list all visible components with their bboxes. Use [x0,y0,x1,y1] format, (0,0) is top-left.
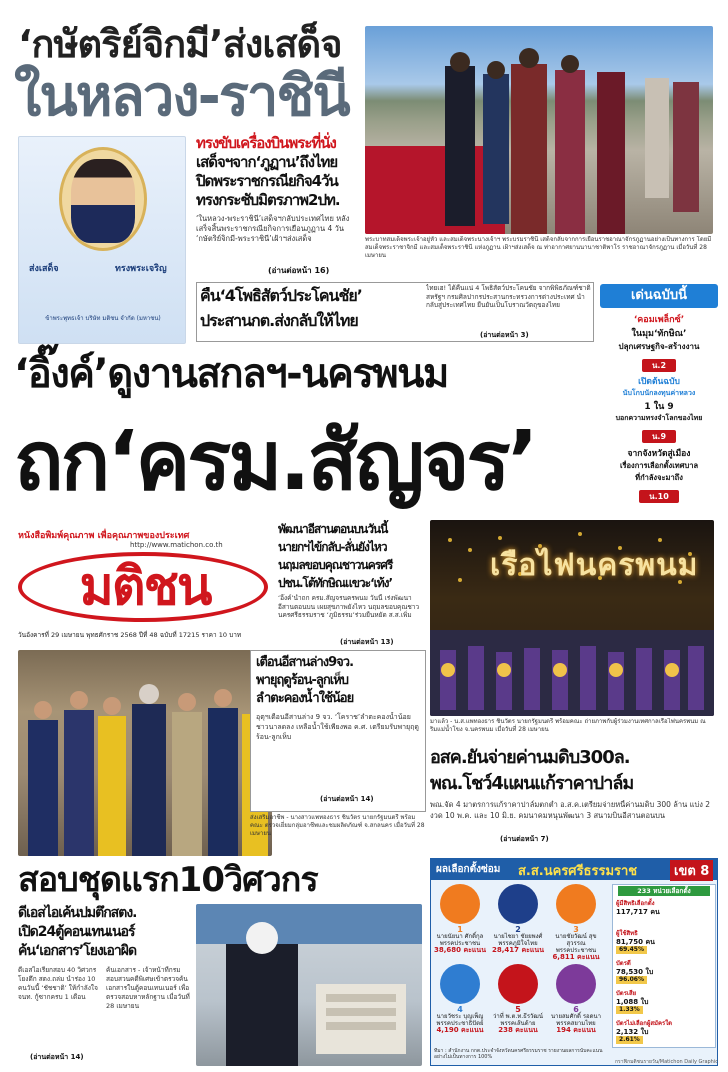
sidebar-item-3[interactable] [602,446,716,503]
stat-pct: 96.06% [616,976,647,984]
pm-story-more[interactable]: (อ่านต่อหน้า 13) [340,638,394,646]
royal-photo-caption: พระบาทสมเด็จพระเจ้าอยู่หัว และสมเด็จพระนางเจ้าฯ พระบรมราชินี เสด็จกลับจากการเยือนราชอาณาจักรภูฏานอย่างเป็นทางการ โดยมีสมเด็จพระราชาจิกมี และสมเด็จพระราชินี แห่งภูฏาน เฝ้าฯส่งเสด็จ ณ ท่าอากาศยานนานาชาติพาโร ราชอาณาจักรภูฏาน เมื่อวันที่ 28 เมษายน [365,236,712,259]
pm-lead-line-2: นายกฯไข้กลับ-ลั่นยังไหว [278,540,387,554]
sidebar-item-3-l1: จากจังหวัดสู่เมือง [627,449,691,459]
debt-story-more[interactable]: (อ่านต่อหน้า 7) [500,835,549,843]
candidate-number: 4 [457,1005,463,1014]
pm-story-body: ‘อิ๊งค์’นำถก ครม.สัญจรนครพนม วันนี้ เร่งพัฒนาอีสานตอนบน เผยสุขภาพยังไหว นฤมลขอบคุณชาวนครศรีธรรมราช ‘ภูมิธรรม’ร่วมยืนหยัด ส.ส.เพิ่ม [278,594,420,619]
sidebar-item-1-page: น.2 [642,359,676,372]
buddha-headline-1: คืน‘4โพธิสัตว์ประโคนชัย’ [200,286,362,305]
exam-body-2: ค้นเอกสาร - เจ้าหน้าที่กรมสอบสวนคดีพิเศษเข้าตรวจค้นเอกสารในตู้คอนเทนเนอร์ เพื่อตรวจสอบหาหลักฐาน เมื่อวันที่ 28 เมษายน [106,966,190,1010]
pm-visit-scene [18,650,272,856]
buddha-story-body: ไทยเฮ! ได้คืนแน่ 4 โพธิสัตว์ประโคนชัย จากพิพิธภัณฑ์ชาติสหรัฐฯ กรมศิลปากรประสานกระทรวงการต่างประเทศ นำกลับสู่ประเทศไทย ยืนยันเป็นโบราณวัตถุของไทย [426,284,591,309]
stat-label: บัตรเสีย [616,990,637,997]
candidate-party: พรรคประชาชน [439,940,481,947]
stat-label: ผู้ใช้สิทธิ [616,930,638,937]
sidebar-item-3-l2: เรื่องการเลือกตั้งเทศบาล [619,461,699,470]
buddha-story-more[interactable]: (อ่านต่อหน้า 3) [480,331,529,339]
portrait-caption-1: ส่งเสด็จ [29,264,59,274]
sidebar-item-3-l3: ที่กำลังจะมาถึง [635,473,683,482]
dsi-photo-scene [196,904,422,1066]
election-district: เขต 8 [670,860,713,881]
candidate-name: นายไชยา ชัยยพงศ์ [493,933,543,940]
candidate-4 [432,964,488,1034]
candidate-1 [432,884,488,954]
stat-pct: 1.33% [616,1006,643,1014]
portrait-caption-2: ทรงพระเจริญ [115,264,167,274]
candidate-photo [556,884,596,924]
candidate-party: พรรคประชาชน [555,947,597,954]
royal-lead-line-4: ทรงกระชับมิตรภาพ2ปท. [196,191,340,209]
weather-line-1: เตือนอีสานล่าง9จว. [256,655,354,670]
exam-headline: สอบชุดแรก10วิศวกร [18,860,318,900]
election-title: ส.ส.นครศรีธรรมราช [518,864,638,879]
candidate-photo [440,964,480,1004]
election-stat-row [616,900,714,916]
stat-value: 2,132 ใบ [616,1028,649,1036]
sidebar-item-1-l3: ปลุกเศรษฐกิจ-สร้างงาน [618,342,700,351]
weather-line-3: ลำตะคองน้ำใช้น้อย [256,691,354,706]
masthead-logo: มติชน [79,557,211,617]
pm-visit-photo [18,650,272,856]
royal-story-lead [196,134,361,210]
sidebar-title: เด่นฉบับนี้ [600,284,718,308]
sidebar-item-2-l1: เปิดต้นฉบับ [638,377,680,387]
main-headline-line1: ‘อิ๊งค์’ดูงานสกลฯ-นครพนม [14,351,448,397]
stat-label: บัตรไม่เลือกผู้สมัครใด [616,1020,673,1027]
candidate-photo [440,884,480,924]
stat-value: 81,750 คน [616,938,655,946]
candidate-votes: 6,811 คะแนน [552,953,600,961]
candidate-name: ว่าที่ พ.ต.ท.ธีรวัฒน์ [493,1013,543,1020]
stat-value: 1,088 ใบ [616,998,649,1006]
portrait-credit: ข้าพระพุทธเจ้า บริษัท มติชน จำกัด (มหาชน) [45,315,161,322]
sidebar-item-2-l3: 1 ใน 9 [644,402,674,412]
candidate-votes: 194 คะแนน [556,1026,596,1034]
candidate-name: นายนัยนา ศักดิ์กุล [436,933,484,940]
candidate-votes: 4,190 คะแนน [436,1026,484,1034]
royal-story-body: ‘ในหลวง-พระราชินี’เสด็จฯกลับประเทศไทย หลังเสร็จสิ้นพระราชกรณียกิจการเยือนภูฏาน 4 วัน ‘กษัตริย์จิกมี-พระราชินี’เฝ้าฯส่งเสด็จ [196,214,350,243]
sidebar-item-2-page: น.9 [642,430,676,443]
candidate-3 [548,884,604,961]
stat-label: บัตรดี [616,960,631,967]
exam-sub-1: ดีเอสไอเค้นปมตึกสตง. [18,905,137,921]
dsi-photo [196,904,422,1066]
candidate-party: พรรคสยามไทย [556,1020,596,1027]
candidate-photo [498,884,538,924]
weather-line-2: พายุฤดูร้อน-ลูกเห็บ [256,673,348,688]
election-credit: กราฟิกมติชนรายวัน/Matichon Daily Graphic [615,1059,718,1065]
pm-lead-line-4: ปชน.โต้ทักษิณแขวะ‘เท้ง’ [278,576,393,590]
event-photo-sign: เรือไฟนครพนม [490,548,699,583]
main-headline-line2: ถก‘ครม.สัญจร’ [14,414,536,509]
weather-story-more[interactable]: (อ่านต่อหน้า 14) [320,795,374,803]
buddha-headline-2: ประสานกต.ส่งกลับให้ไทย [200,311,358,330]
nakhonphanom-event-photo [430,520,714,716]
masthead-url[interactable]: http://www.matichon.co.th [130,541,223,549]
candidate-number: 1 [457,925,463,934]
stat-pct: 2.61% [616,1036,643,1044]
exam-sub-3: ค้น‘เอกสาร’โยงเอาผิด [18,943,137,959]
weather-story-lead [256,654,422,708]
sidebar-item-1[interactable] [602,312,716,372]
exam-body: ดีเอสไอเรียกสอบ 40 วิศวกรโยงตึก สตง.ถล่ม นำร่อง 10 คนวันนี้ ‘ชัชชาติ’ ให้กำลังใจ จนท. กู้ซากครบ 1 เดือน [18,966,98,1001]
exam-more[interactable]: (อ่านต่อหน้า 14) [30,1053,84,1061]
sidebar-item-1-l2: ในมุม‘ทักษิณ’ [631,329,687,339]
weather-story-body: อุตุฯเตือนอีสานล่าง 9 จว. ‘โคราช’ลำตะคองน้ำน้อย ชาวนาลดลง เหลือน้ำใช้เพียงพอ ค.ศ. เตรียมรับพายุฤดูร้อน-ลูกเห็บ [256,713,419,741]
pm-story-lead [278,520,428,592]
sidebar-item-3-page: น.10 [639,490,679,503]
debt-headline-1: อสค.ยันจ่ายค่านมดิบ300ล. [430,747,630,768]
portrait-figure [71,159,135,243]
candidate-votes: 28,417 คะแนน [492,946,544,954]
candidate-name: นายสมศักดิ์ รอดนา [550,1013,602,1020]
royal-story-more[interactable]: (อ่านต่อหน้า 16) [268,266,330,275]
top-headline-line1: ‘กษัตริย์จิกมี’ส่งเสด็จ [18,22,342,66]
sidebar-item-2-l4: บอกความทรงจำโลกของไทย [615,414,703,422]
exam-sub [18,904,190,961]
stat-value: 78,530 ใบ [616,968,654,976]
candidate-6 [548,964,604,1034]
election-note: ที่มา : สำนักงาน กกต.ประจำจังหวัดนครศรีธรรมราช รายงานผลการนับคะแนนอย่างไม่เป็นทางการ 100% [434,1048,603,1060]
candidate-party: พรรคเส้นด้าย [500,1020,536,1027]
election-stat-row [616,990,714,1014]
masthead-tagline: หนังสือพิมพ์คุณภาพ เพื่อคุณภาพของประเทศ [18,531,190,541]
candidate-name: นายชัยวัฒน์ สุขสุวรรณ [555,933,597,947]
royal-departure-photo [365,26,713,234]
candidate-name: นายวัชระ บุญเพ็ญ [436,1013,484,1020]
pm-visit-caption: ส่งเสริมอาชีพ - นางสาวแพทองธาร ชินวัตร นายกรัฐมนตรี พร้อมคณะ ตรวจเยี่ยมกลุ่มอาชีพและชมผลิตภัณฑ์ จ.สกลนคร เมื่อวันที่ 28 เมษายน [250,814,425,837]
candidate-votes: 38,680 คะแนน [434,946,486,954]
candidate-photo [556,964,596,1004]
event-photo-caption: มาแล้ว - น.ส.แพทองธาร ชินวัตร นายกรัฐมนตรี พร้อมคณะ ถ่ายภาพกับผู้ร่วมงานเทศกาลเรือไฟนครพนม ณ ริมแม่น้ำโขง จ.นครพนม เมื่อวันที่ 28 เมษายน [430,718,706,733]
exam-sub-2: เปิด24ตู้คอนเทนเนอร์ [18,924,135,940]
stat-pct: 69.45% [616,946,647,954]
election-units: 233 หน่วยเลือกตั้ง [618,886,710,896]
royal-lead-line-1: ทรงขับเครื่องบินพระที่นั่ง [196,134,336,152]
election-header: ผลเลือกตั้งซ่อม [436,864,501,875]
masthead-dateline: วันอังคารที่ 29 เมษายน พุทธศักราช 2568 ปีที่ 48 ฉบับที่ 17215 ราคา 10 บาท [18,631,242,639]
election-stat-row [616,1020,714,1044]
candidate-number: 6 [573,1005,579,1014]
royal-portrait-panel [18,136,186,344]
candidate-party: พรรคประชาธิปัตย์ [436,1020,484,1027]
candidate-number: 5 [515,1005,521,1014]
stat-label: ผู้มีสิทธิเลือกตั้ง [616,900,655,907]
top-headline-line2: ในหลวง-ราชินี [14,64,349,129]
candidate-number: 3 [573,925,579,934]
royal-lead-line-3: ปิดพระราชกรณียกิจ4วัน [196,172,338,190]
debt-story-body: พณ.จัด 4 มาตรการแก้ราคาปาล์มตกต่ำ อ.ส.ค.เตรียมจ่ายหนี้ค่านมดิบ 300 ล้าน แบ่ง 2 งวด 10 พ.ค. และ 10 มิ.ย. คมนาคมหนุนพัฒนา 3 สนามบินอีสานตอนบน [430,800,711,820]
election-stat-row [616,960,714,984]
candidate-2 [490,884,546,954]
sidebar-item-2[interactable] [602,374,716,443]
election-stat-row [616,930,714,954]
stat-value: 117,717 คน [616,908,660,916]
sidebar-item-1-l1: ‘คอมเพล็กซ์’ [633,315,685,325]
royal-lead-line-2: เสด็จฯจาก‘ภูฏาน’ถึงไทย [196,153,338,171]
candidate-photo [498,964,538,1004]
candidate-number: 2 [515,925,521,934]
candidate-votes: 238 คะแนน [498,1026,538,1034]
pm-lead-line-3: นฤมลขอบคุณชาวนครศรี [278,558,393,572]
pm-lead-line-1: พัฒนาอีสานตอนบนวันนี้ [278,522,388,536]
royal-photo-scene [365,26,713,234]
sidebar-item-2-l2: นับโกบนักลงทุนค่าหลวง [622,389,696,397]
candidate-party: พรรคภูมิใจไทย [498,940,538,947]
buddha-headline [200,284,418,334]
debt-headline-2: พณ.โชว์4แผนแก้ราคาปาล์ม [430,773,634,794]
candidate-5 [490,964,546,1034]
